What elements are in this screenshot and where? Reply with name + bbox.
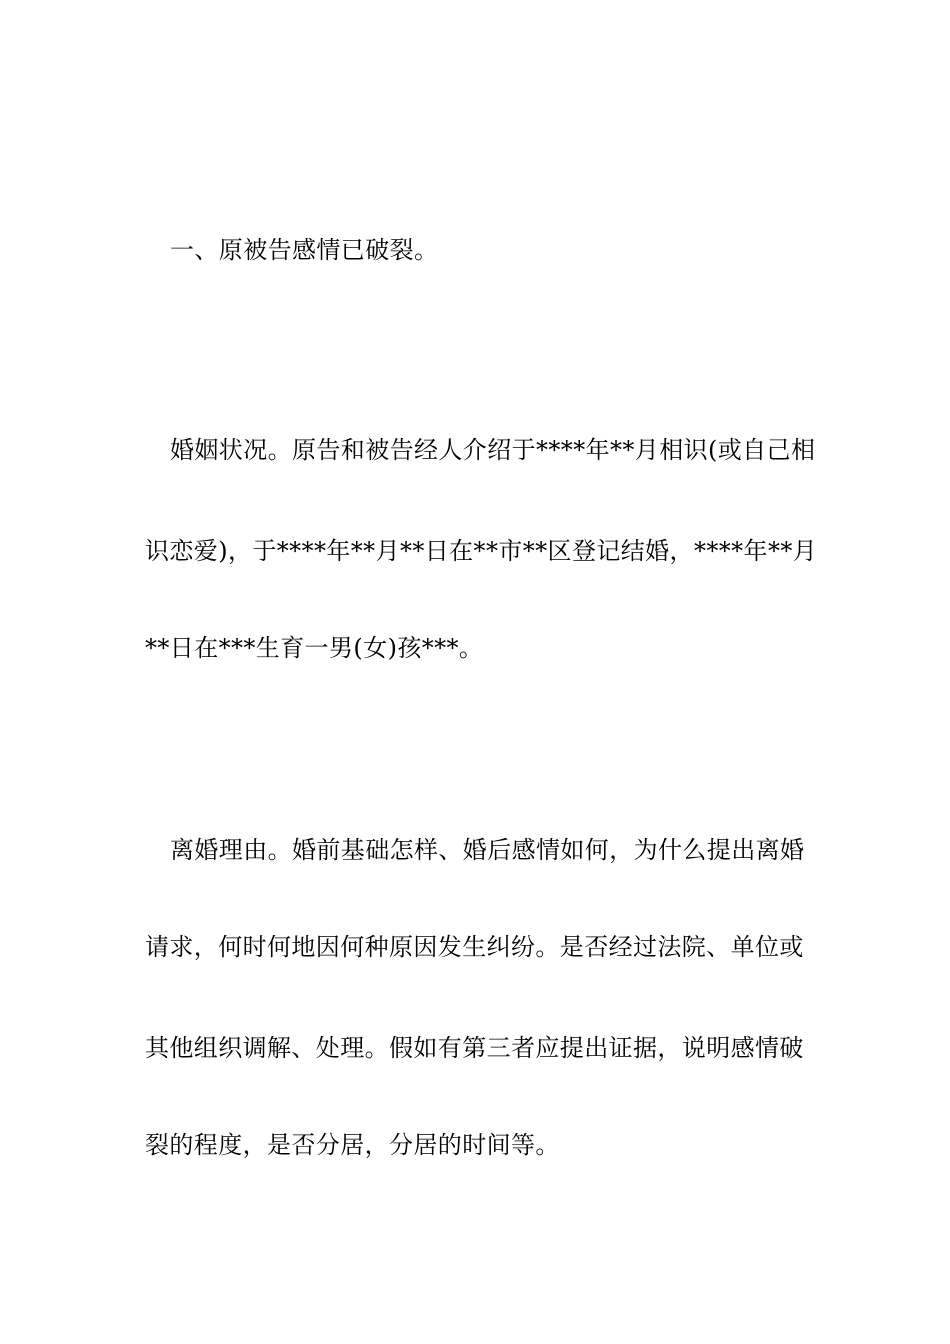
- paragraph-line: 识恋爱)，于****年**月**日在**市**区登记结婚，****年**月: [145, 537, 818, 565]
- paragraph-line: 离婚理由。婚前基础怎样、婚后感情如何，为什么提出离婚: [170, 836, 805, 864]
- section-heading: 一、原被告感情已破裂。: [170, 236, 439, 264]
- paragraph-line: 请求，何时何地因何种原因发生纠纷。是否经过法院、单位或: [145, 933, 804, 961]
- paragraph-line: **日在***生育一男(女)孩***。: [145, 634, 484, 662]
- paragraph-line: 裂的程度，是否分居，分居的时间等。: [145, 1131, 560, 1159]
- paragraph-line: 婚姻状况。原告和被告经人介绍于****年**月相识(或自己相: [170, 436, 816, 464]
- paragraph-line: 其他组织调解、处理。假如有第三者应提出证据，说明感情破: [145, 1034, 804, 1062]
